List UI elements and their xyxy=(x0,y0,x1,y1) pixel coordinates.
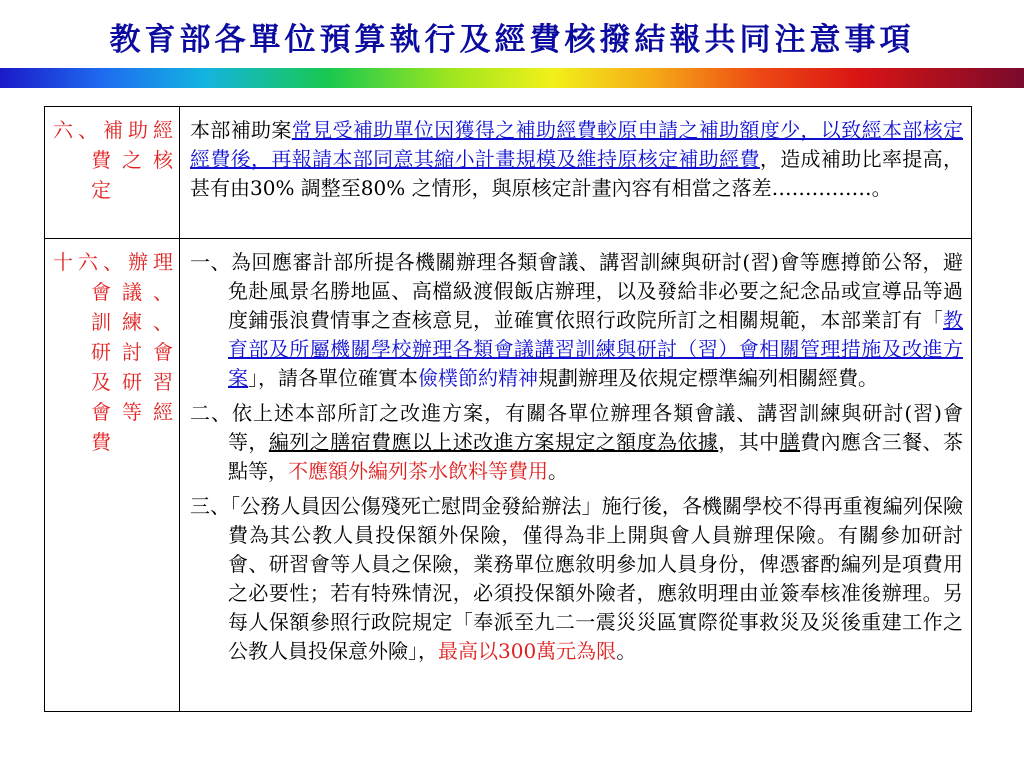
text-segment: 三、「公務人員因公傷殘死亡慰問金發給辦法」施行後，各機關學校不得再重複編列保險費為其公教人員投保額外保險，僅得為非上開與會人員辦理保險。有關參加研討會、研習會等人員之保險，業務單位應敘明參加人員身份，俾憑審酌編列是項費用之必要性；若有特殊情況，必須投保額外險者，應敘明理由並簽奉核准後辦理。另每人保額參照行政院規定「奉派至九二一震災災區實際從事救災及災後重建工作之公教人員投保意外險」， xyxy=(190,494,963,663)
label-line: 定 xyxy=(91,178,111,202)
warning-text: 最高以300萬元為限 xyxy=(438,639,617,663)
list-item xyxy=(190,248,963,393)
label-line: 六、補助經 xyxy=(53,118,173,142)
text-segment: 一、為回應審計部所提各機關辦理各類會議、講習訓練與研討(習)會等應撙節公帑，避免赴風景名勝地區、高檔級渡假飯店辦理，以及發給非必要之紀念品或宣導品等過度鋪張浪費情事之查核意見，並確實依照行政院所訂之相關規範，本部業訂有「 xyxy=(190,250,963,332)
label-line: 費 xyxy=(91,430,111,454)
text-segment: 」，請各單位確實本 xyxy=(248,366,418,390)
label-line: 會等經 xyxy=(91,400,173,424)
label-line: 訓練、 xyxy=(91,310,173,334)
list-item xyxy=(190,399,963,486)
underlined-text: 膳 xyxy=(779,430,801,454)
label-line: 十六、辦理 xyxy=(53,250,173,274)
label-line: 費之核 xyxy=(91,148,173,172)
row-label-meetings xyxy=(45,239,180,712)
text-segment: 二、依上述本部所訂之改進方案，有關各單位辦理各類會議、講習訓練與研討(習)會等， xyxy=(190,401,963,454)
label-line: 會議、 xyxy=(91,280,173,304)
row-content-subsidy xyxy=(180,107,972,239)
highlight-text: 儉樸節約精神 xyxy=(418,366,538,390)
text-segment: 。 xyxy=(548,459,568,483)
page-title: 教育部各單位預算執行及經費核撥結報共同注意事項 xyxy=(109,22,915,58)
underlined-text: 編列之膳宿費應以上述改進方案規定之額度為依據 xyxy=(268,430,719,454)
rainbow-divider xyxy=(0,68,1024,88)
text-segment: 本部補助案 xyxy=(190,118,292,142)
label-line: 及研習 xyxy=(91,370,173,394)
table-row-subsidy xyxy=(45,107,972,239)
text-segment: ，造成補助比率提高，甚有由30% 調整至80% 之情形，與原核定計畫內容有相當之落差……………。 xyxy=(190,147,964,200)
warning-text: 不應額外編列茶水飲料等費用 xyxy=(288,459,548,483)
highlight-text: 常見受補助單位因獲得之補助經費較原申請之補助額度少，以致經本部核定經費後，再報請本部同意其縮小計畫規模及維持原核定補助經費 xyxy=(190,118,964,171)
text-segment: 。 xyxy=(616,639,637,663)
list-item xyxy=(190,492,963,666)
highlight-text: 教育部及所屬機關學校辦理各類會議講習訓練與研討（習）會相關管理措施及改進方案 xyxy=(228,308,963,390)
label-line: 研討會 xyxy=(91,340,173,364)
row-content-meetings xyxy=(180,239,972,712)
notes-table xyxy=(44,106,972,712)
row-label-subsidy xyxy=(45,107,180,239)
text-segment: 規劃辦理及依規定標準編列相關經費。 xyxy=(538,366,878,390)
text-segment: ，其中 xyxy=(718,430,780,454)
text-segment: 費內應含三餐、茶點等， xyxy=(228,430,964,483)
table-row-meetings xyxy=(45,239,972,712)
